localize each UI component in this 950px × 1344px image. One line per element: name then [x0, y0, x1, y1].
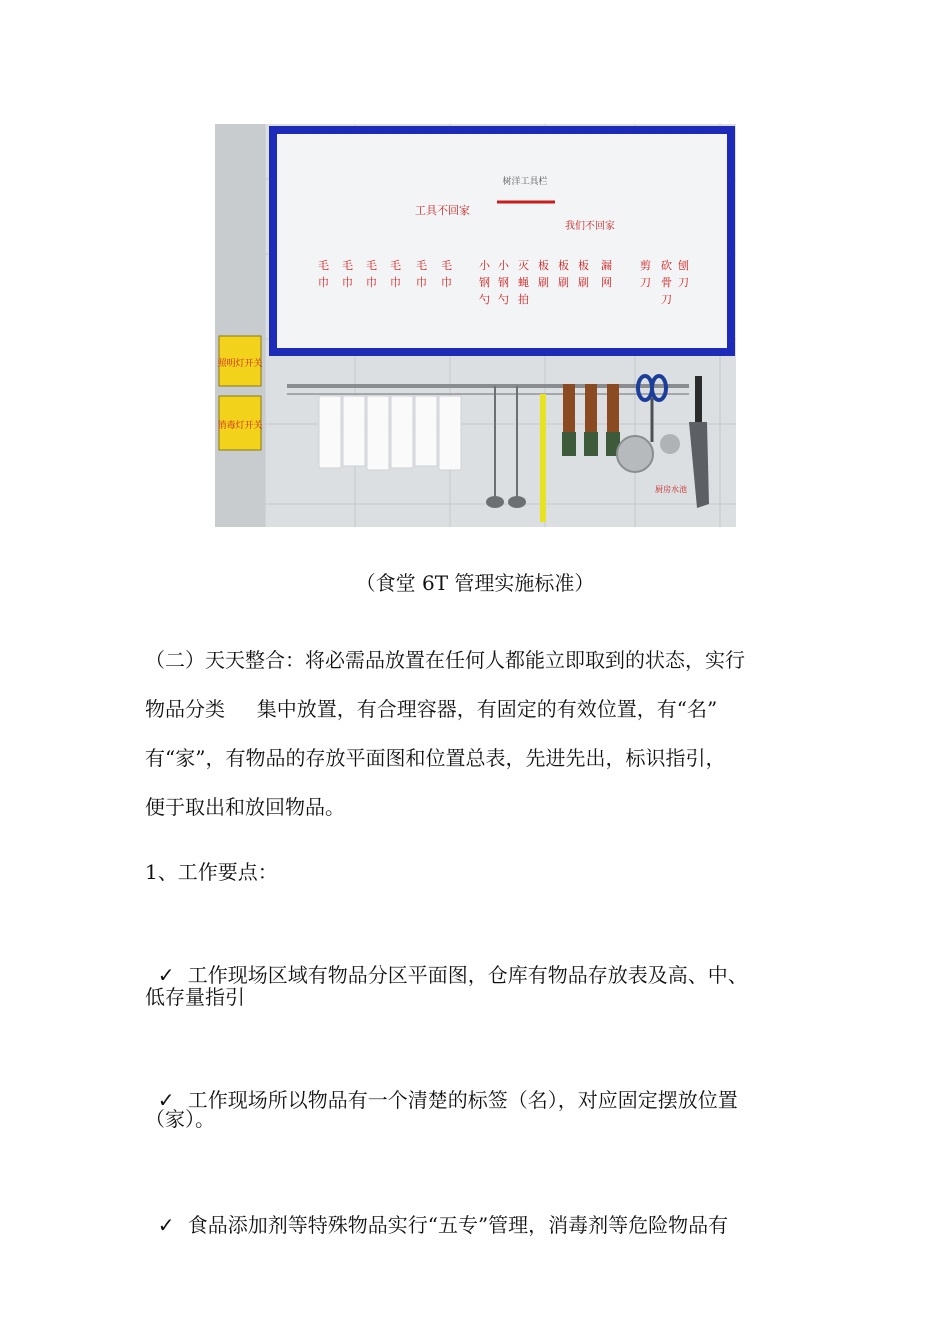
slot-label: 小钢勺 — [498, 259, 509, 306]
check-icon: ✓ — [157, 1088, 175, 1112]
slot-label: 板刷 — [538, 259, 549, 289]
figure-caption: （食堂 6T 管理实施标准） — [355, 571, 595, 595]
sink-tag: 厨房水池 — [655, 485, 687, 494]
board-right-slogan: 我们不回家 — [565, 221, 615, 232]
board-title: 树洋工具栏 — [502, 177, 548, 187]
disinfect-switch-sign-text: 消毒灯开关 — [217, 421, 263, 431]
bullet-item-2-continued: （家）。 — [145, 1107, 215, 1131]
light-switch-sign-text: 照明灯开关 — [217, 359, 263, 369]
slot-label: 板刷 — [578, 259, 589, 289]
slot-label: 灭蝇拍 — [518, 259, 529, 306]
paragraph-line-4: 便于取出和放回物品。 — [145, 795, 345, 819]
tool-board — [273, 130, 731, 352]
bullet-text: 工作现场所以物品有一个清楚的标签（名），对应固定摆放位置 — [187, 1088, 738, 1112]
slot-label: 板刷 — [558, 259, 569, 289]
slot-label: 剪刀 — [640, 259, 651, 289]
brushes — [562, 384, 620, 456]
slot-label: 毛巾 — [342, 259, 353, 289]
bullet-item-1 — [145, 930, 748, 990]
slot-label: 毛巾 — [390, 259, 401, 289]
fly-swatter — [540, 394, 546, 522]
slot-label: 毛巾 — [366, 259, 377, 289]
board-left-slogan: 工具不回家 — [415, 204, 470, 217]
tool-rack-photo — [215, 124, 736, 527]
slot-label: 砍骨刀 — [661, 259, 672, 306]
slot-label: 毛巾 — [416, 259, 427, 289]
small-strainer — [660, 434, 680, 454]
strainer — [617, 436, 653, 472]
bullet-text: 工作现场区域有物品分区平面图，仓库有物品存放表及高、中、 — [187, 963, 748, 987]
tool-rack-illustration — [215, 124, 736, 527]
bullet-item-3 — [145, 1180, 728, 1240]
slot-label: 漏网 — [601, 259, 612, 289]
check-icon: ✓ — [157, 1213, 175, 1237]
section-subheading: 1、工作要点： — [145, 860, 278, 884]
bullet-item-2 — [145, 1055, 738, 1115]
bullet-text: 食品添加剂等特殊物品实行“五专”管理，消毒剂等危险物品有 — [187, 1213, 729, 1237]
slot-label: 刨刀 — [678, 259, 689, 289]
paragraph-line-1: （二）天天整合：将必需品放置在任何人都能立即取到的状态，实行 — [145, 648, 745, 672]
slot-label: 毛巾 — [318, 259, 329, 289]
bullet-item-1-continued: 低存量指引 — [145, 985, 245, 1009]
slot-label: 毛巾 — [441, 259, 452, 289]
paragraph-line-2: 物品分类 集中放置，有合理容器，有固定的有效位置，有“名” — [145, 697, 718, 721]
slot-label: 小钢勺 — [479, 259, 490, 306]
check-icon: ✓ — [157, 963, 175, 987]
paragraph-line-3: 有“家”，有物品的存放平面图和位置总表，先进先出，标识指引， — [145, 746, 726, 770]
